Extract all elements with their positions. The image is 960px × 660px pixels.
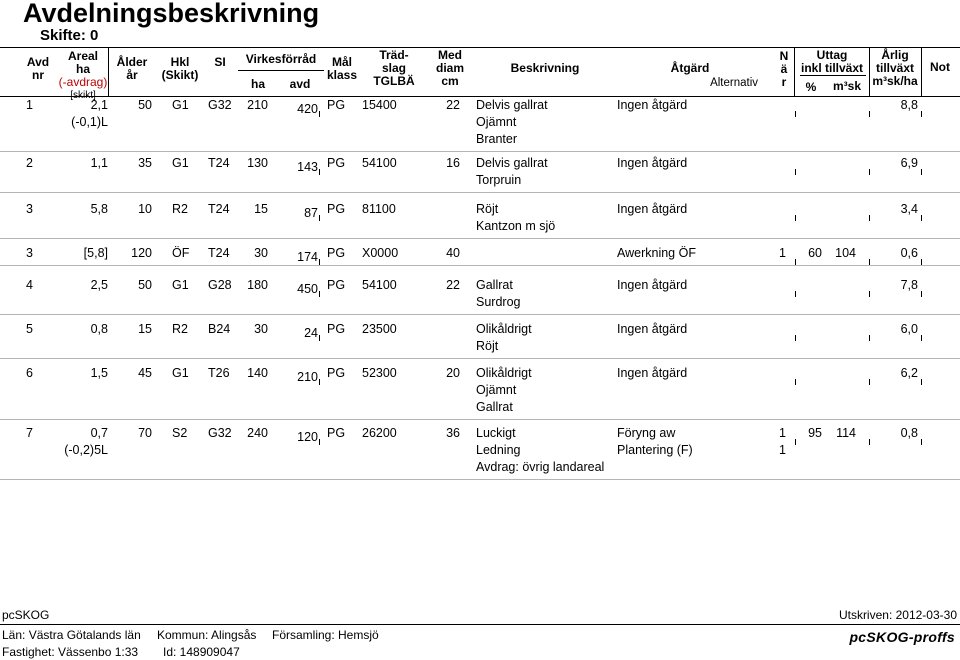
cell-malklass: PG <box>327 426 346 440</box>
page-subtitle: Skifte: 0 <box>40 27 99 44</box>
cell-beskrivning: Olikåldrigt <box>476 322 532 336</box>
cell-beskrivning: Delvis gallrat <box>476 98 548 112</box>
cell-arlig-tillvaxt: 8,8 <box>900 98 918 112</box>
cell-avd-volume: 210 <box>297 370 318 384</box>
header-nar: N ä r <box>779 49 789 89</box>
cell-beskrivning: Branter <box>476 132 517 146</box>
header-beskrivning: Beskrivning <box>510 61 580 75</box>
cell-beskrivning: Gallrat <box>476 400 513 414</box>
cell-beskrivning: Avdrag: övrig landareal <box>476 460 605 474</box>
header-meddiam: Med diam cm <box>435 48 464 88</box>
cell-tradslag: 52300 <box>362 366 397 380</box>
cell-beskrivning: Gallrat <box>476 278 513 292</box>
cell-alder: 45 <box>138 366 152 380</box>
cell-avd: 3 <box>26 246 33 260</box>
cell-avd-volume: 420 <box>297 102 318 116</box>
cell-avd: 2 <box>26 156 33 170</box>
cell-avd: 5 <box>26 322 33 336</box>
cell-beskrivning: Ledning <box>476 443 521 457</box>
cell-atgard: Föryng aw <box>617 426 676 440</box>
cell-atgard: Ingen åtgärd <box>617 202 688 216</box>
cell-avd: 7 <box>26 426 33 440</box>
cell-malklass: PG <box>327 156 346 170</box>
cell-alder: 15 <box>138 322 152 336</box>
cell-hkl: G1 <box>172 366 189 380</box>
cell-avd: 3 <box>26 202 33 216</box>
cell-alder: 35 <box>138 156 152 170</box>
cell-uttag-pct: 95 <box>808 426 822 440</box>
cell-uttag-m3sk: 114 <box>836 426 856 440</box>
cell-tradslag: 26200 <box>362 426 397 440</box>
header-virkesforrad: Virkesförråd <box>245 52 317 66</box>
cell-tradslag: 15400 <box>362 98 397 112</box>
cell-diam: 20 <box>446 366 460 380</box>
cell-ha: 210 <box>247 98 268 112</box>
cell-areal-avdrag: (-0,2)5L <box>64 443 108 457</box>
cell-nar: 1 <box>779 426 786 440</box>
cell-arlig-tillvaxt: 6,0 <box>900 322 918 336</box>
cell-atgard: Plantering (F) <box>617 443 693 457</box>
cell-avd-volume: 174 <box>297 250 318 264</box>
header-avdv: avd <box>289 77 311 91</box>
cell-atgard: Ingen åtgärd <box>617 156 688 170</box>
cell-areal: 0,8 <box>90 322 108 336</box>
cell-tradslag: 81100 <box>362 202 396 216</box>
cell-arlig-tillvaxt: 3,4 <box>900 202 918 216</box>
cell-nar: 1 <box>779 246 786 260</box>
cell-diam: 40 <box>446 246 460 260</box>
cell-diam: 16 <box>446 156 460 170</box>
cell-malklass: PG <box>327 278 346 292</box>
cell-atgard: Ingen åtgärd <box>617 322 688 336</box>
cell-malklass: PG <box>327 98 346 112</box>
cell-arlig-tillvaxt: 0,6 <box>900 246 918 260</box>
cell-arlig-tillvaxt: 6,9 <box>900 156 918 170</box>
cell-atgard: Ingen åtgärd <box>617 366 688 380</box>
cell-ha: 15 <box>254 202 268 216</box>
cell-areal: 5,8 <box>90 202 108 216</box>
cell-beskrivning: Ojämnt <box>476 115 517 129</box>
cell-atgard: Ingen åtgärd <box>617 278 688 292</box>
cell-diam: 22 <box>446 98 460 112</box>
footer-id: Id: 148909047 <box>163 645 240 659</box>
cell-malklass: PG <box>327 202 346 216</box>
cell-alder: 10 <box>138 202 152 216</box>
cell-hkl: G1 <box>172 98 189 112</box>
cell-ha: 130 <box>247 156 268 170</box>
header-not: Not <box>930 60 950 74</box>
cell-areal: 0,7 <box>90 426 108 440</box>
header-tradslag: Träd- slag TGLBÄ <box>373 48 415 88</box>
cell-diam: 36 <box>446 426 460 440</box>
cell-hkl: S2 <box>172 426 188 440</box>
cell-arlig-tillvaxt: 7,8 <box>900 278 918 292</box>
cell-hkl: ÖF <box>172 246 190 260</box>
cell-si: T24 <box>208 156 230 170</box>
cell-hkl: R2 <box>172 322 188 336</box>
header-alternativ: Alternativ <box>710 77 758 89</box>
cell-malklass: PG <box>327 366 346 380</box>
cell-tradslag: 54100 <box>362 278 397 292</box>
header-alder: Ålder år <box>116 55 148 82</box>
cell-atgard: Ingen åtgärd <box>617 98 688 112</box>
cell-si: T26 <box>208 366 230 380</box>
cell-ha: 140 <box>247 366 268 380</box>
cell-areal: [5,8] <box>83 246 108 260</box>
cell-ha: 30 <box>254 246 268 260</box>
cell-areal: 1,5 <box>90 366 108 380</box>
cell-atgard: Awerkning ÖF <box>617 246 696 260</box>
cell-nar-alt: 1 <box>779 443 786 457</box>
cell-beskrivning: Kantzon m sjö <box>476 219 556 233</box>
cell-si: T24 <box>208 202 230 216</box>
cell-ha: 180 <box>247 278 268 292</box>
cell-diam: 22 <box>446 278 460 292</box>
footer-kommun: Kommun: Alingsås <box>157 628 257 642</box>
header-avd: Avd nr <box>26 55 50 82</box>
cell-ha: 30 <box>254 322 268 336</box>
cell-malklass: PG <box>327 246 346 260</box>
header-areal: Areal ha (-avdrag) [skikt] <box>58 49 108 101</box>
cell-avd-volume: 120 <box>297 430 318 444</box>
cell-avd: 6 <box>26 366 33 380</box>
cell-alder: 120 <box>131 246 152 260</box>
header-ha: ha <box>250 77 265 91</box>
footer-lan: Län: Västra Götalands län <box>2 628 141 642</box>
header-hkl: Hkl (Skikt) <box>161 55 199 82</box>
header-si: SI <box>214 55 226 69</box>
cell-areal: 1,1 <box>90 156 108 170</box>
table-header <box>0 47 960 101</box>
cell-tradslag: X0000 <box>362 246 399 260</box>
cell-tradslag: 54100 <box>362 156 397 170</box>
cell-avd-volume: 450 <box>297 282 318 296</box>
cell-alder: 50 <box>138 278 152 292</box>
footer-forsamling: Församling: Hemsjö <box>272 628 379 642</box>
header-m3sk: m³sk <box>832 79 861 93</box>
cell-si: G32 <box>208 98 232 112</box>
cell-uttag-pct: 60 <box>808 246 822 260</box>
cell-beskrivning: Luckigt <box>476 426 516 440</box>
cell-si: B24 <box>208 322 231 336</box>
cell-arlig-tillvaxt: 0,8 <box>900 426 918 440</box>
cell-beskrivning: Surdrog <box>476 295 521 309</box>
cell-hkl: G1 <box>172 278 189 292</box>
header-mal: Mål klass <box>326 55 358 82</box>
header-pct: % <box>805 80 817 94</box>
cell-avd-volume: 87 <box>304 206 318 220</box>
cell-areal-avdrag: (-0,1)L <box>71 115 108 129</box>
cell-areal: 2,1 <box>90 98 108 112</box>
cell-uttag-m3sk: 104 <box>835 246 856 260</box>
cell-alder: 50 <box>138 98 152 112</box>
footer-app: pcSKOG <box>2 608 50 622</box>
cell-si: G32 <box>208 426 232 440</box>
cell-beskrivning: Ojämnt <box>476 383 517 397</box>
cell-areal: 2,5 <box>90 278 108 292</box>
cell-tradslag: 23500 <box>362 322 397 336</box>
header-uttag: Uttag inkl tillväxt <box>800 48 864 75</box>
cell-arlig-tillvaxt: 6,2 <box>900 366 918 380</box>
page-title: Avdelningsbeskrivning <box>23 0 320 28</box>
footer-logo: pcSKOG-proffs <box>849 629 955 645</box>
cell-avd-volume: 24 <box>304 326 318 340</box>
cell-hkl: R2 <box>172 202 188 216</box>
cell-beskrivning: Röjt <box>476 202 499 216</box>
cell-si: G28 <box>208 278 232 292</box>
cell-avd-volume: 143 <box>297 160 318 174</box>
cell-beskrivning: Olikåldrigt <box>476 366 532 380</box>
footer-fastighet: Fastighet: Vässenbo 1:33 <box>2 645 139 659</box>
cell-si: T24 <box>208 246 230 260</box>
header-atgard: Åtgärd <box>670 61 710 75</box>
cell-alder: 70 <box>138 426 152 440</box>
cell-ha: 240 <box>247 426 268 440</box>
footer-printed: Utskriven: 2012-03-30 <box>838 608 957 622</box>
cell-malklass: PG <box>327 322 346 336</box>
cell-hkl: G1 <box>172 156 189 170</box>
cell-beskrivning: Delvis gallrat <box>476 156 548 170</box>
cell-beskrivning: Torpruin <box>476 173 522 187</box>
header-arlig: Årlig tillväxt m³sk/ha <box>872 48 918 88</box>
cell-avd: 1 <box>26 98 33 112</box>
cell-beskrivning: Röjt <box>476 339 499 353</box>
cell-avd: 4 <box>26 278 33 292</box>
